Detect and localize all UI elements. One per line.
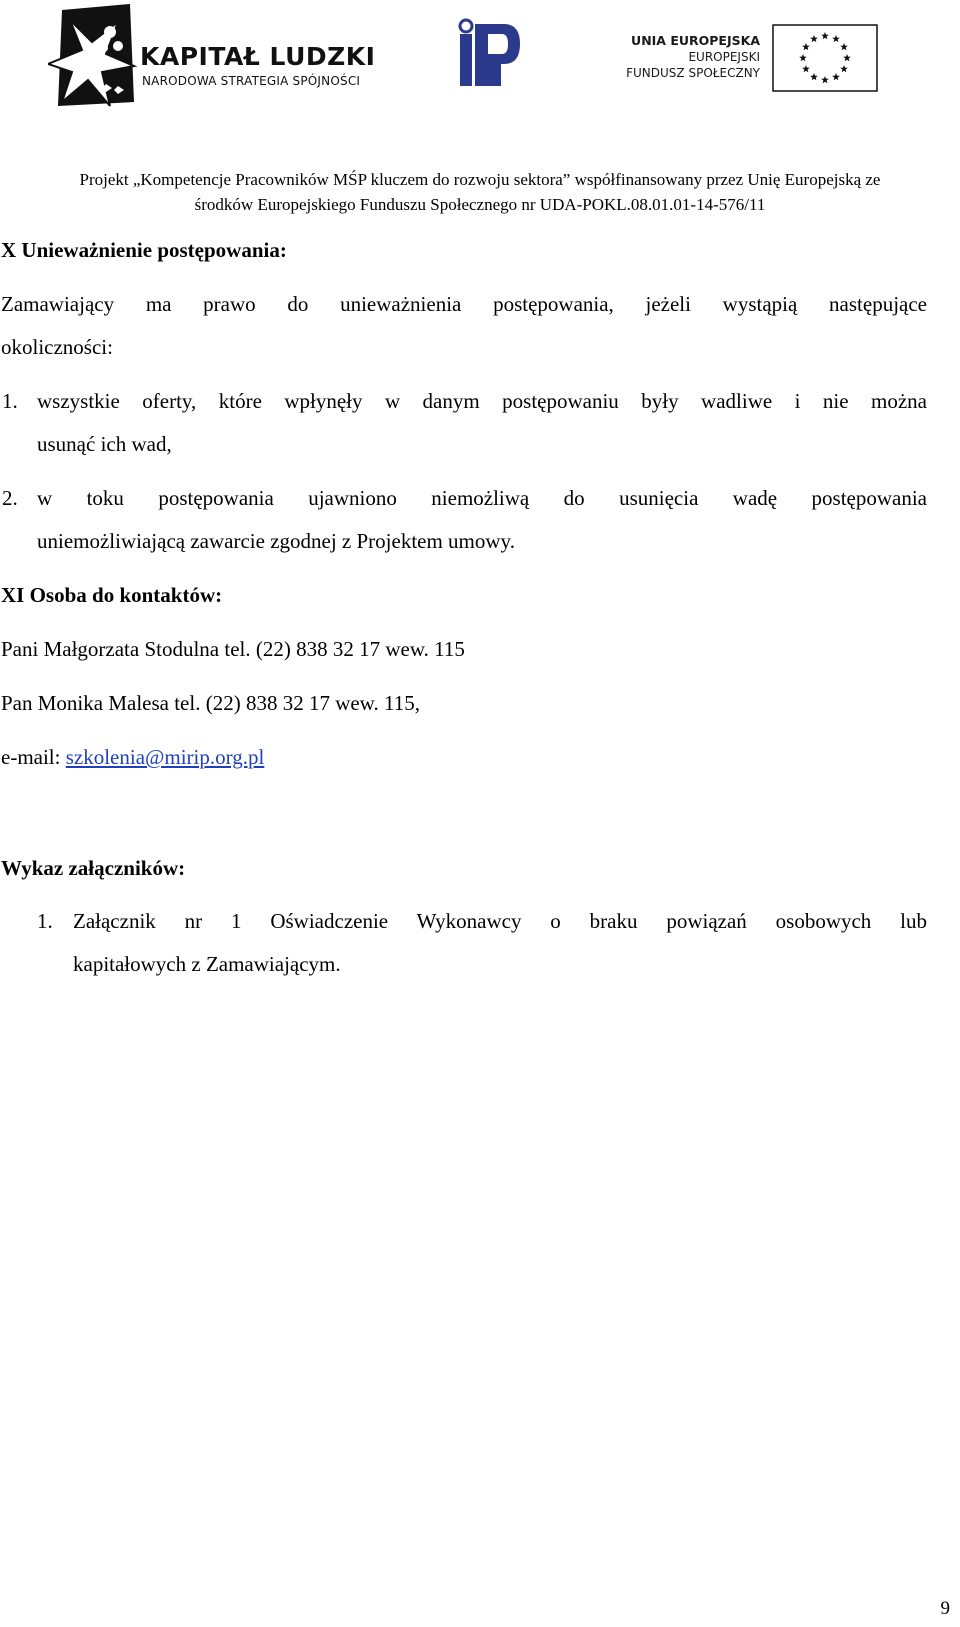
eu-logo-line3: FUNDUSZ SPOŁECZNY: [626, 66, 760, 80]
project-line-1: Projekt „Kompetencje Pracowników MŚP kluczem do rozwoju sektora” współfinansowany przez Unię Europejską ze: [79, 170, 881, 189]
section-x-item-1-line-2: usunąć ich wad,: [37, 432, 172, 456]
section-x-item-2-number: 2.: [2, 486, 18, 510]
email-link[interactable]: szkolenia@mirip.org.pl: [65, 745, 265, 769]
section-x-heading: X Unieważnienie postępowania:: [1, 238, 287, 262]
section-x-item-1-line-1: wszystkie oferty, które wpłynęły w danym postępowaniu były wadliwe i nie można: [37, 389, 927, 413]
email-label: e-mail:: [1, 745, 66, 769]
section-x-intro-line-2: okoliczności:: [1, 335, 113, 359]
eu-logo-line2: EUROPEJSKI: [688, 50, 760, 64]
attachment-1-line-2: kapitałowych z Zamawiającym.: [73, 952, 341, 976]
contact-2: Pan Monika Malesa tel. (22) 838 32 17 wew. 115,: [1, 691, 420, 715]
project-line-2: środków Europejskiego Funduszu Społecznego nr UDA-POKL.08.01.01-14-576/11: [194, 195, 766, 214]
section-x-item-2-line-2: uniemożliwiającą zawarcie zgodnej z Projektem umowy.: [37, 529, 515, 553]
kapital-ludzki-title: KAPITAŁ LUDZKI: [140, 42, 376, 71]
attachment-1-number: 1.: [37, 909, 53, 933]
kapital-ludzki-subtitle: NARODOWA STRATEGIA SPÓJNOŚCI: [142, 74, 361, 88]
kapital-ludzki-star-icon: [48, 2, 138, 112]
eu-flag-icon: [772, 24, 878, 92]
irp-logo: [458, 18, 524, 95]
attachment-1-line-1: Załącznik nr 1 Oświadczenie Wykonawcy o braku powiązań osobowych lub: [73, 909, 927, 933]
eu-logo: [618, 24, 878, 94]
email-line: [1, 745, 264, 770]
section-x-item-2-line-1: w toku postępowania ujawniono niemożliwą do usunięcia wadę postępowania: [37, 486, 927, 510]
section-xi-heading-text: XI Osoba do kontaktów:: [1, 583, 223, 607]
attachments-heading: Wykaz załączników:: [1, 856, 186, 880]
section-xi-heading: [1, 583, 222, 608]
contact-1: Pani Małgorzata Stodulna tel. (22) 838 32 17 wew. 115: [1, 637, 465, 661]
irp-mark-icon: [458, 18, 524, 90]
section-x-item-1-number: 1.: [2, 389, 18, 413]
eu-logo-text: [626, 32, 760, 81]
section-x-intro-line-1: Zamawiający ma prawo do unieważnienia postępowania, jeżeli wystąpią następujące: [1, 292, 927, 316]
eu-logo-line1: UNIA EUROPEJSKA: [631, 33, 760, 48]
page-number: 9: [940, 1598, 950, 1619]
logo-bar: [0, 0, 960, 120]
kapital-ludzki-logo: [48, 2, 388, 112]
project-header: [0, 167, 960, 217]
